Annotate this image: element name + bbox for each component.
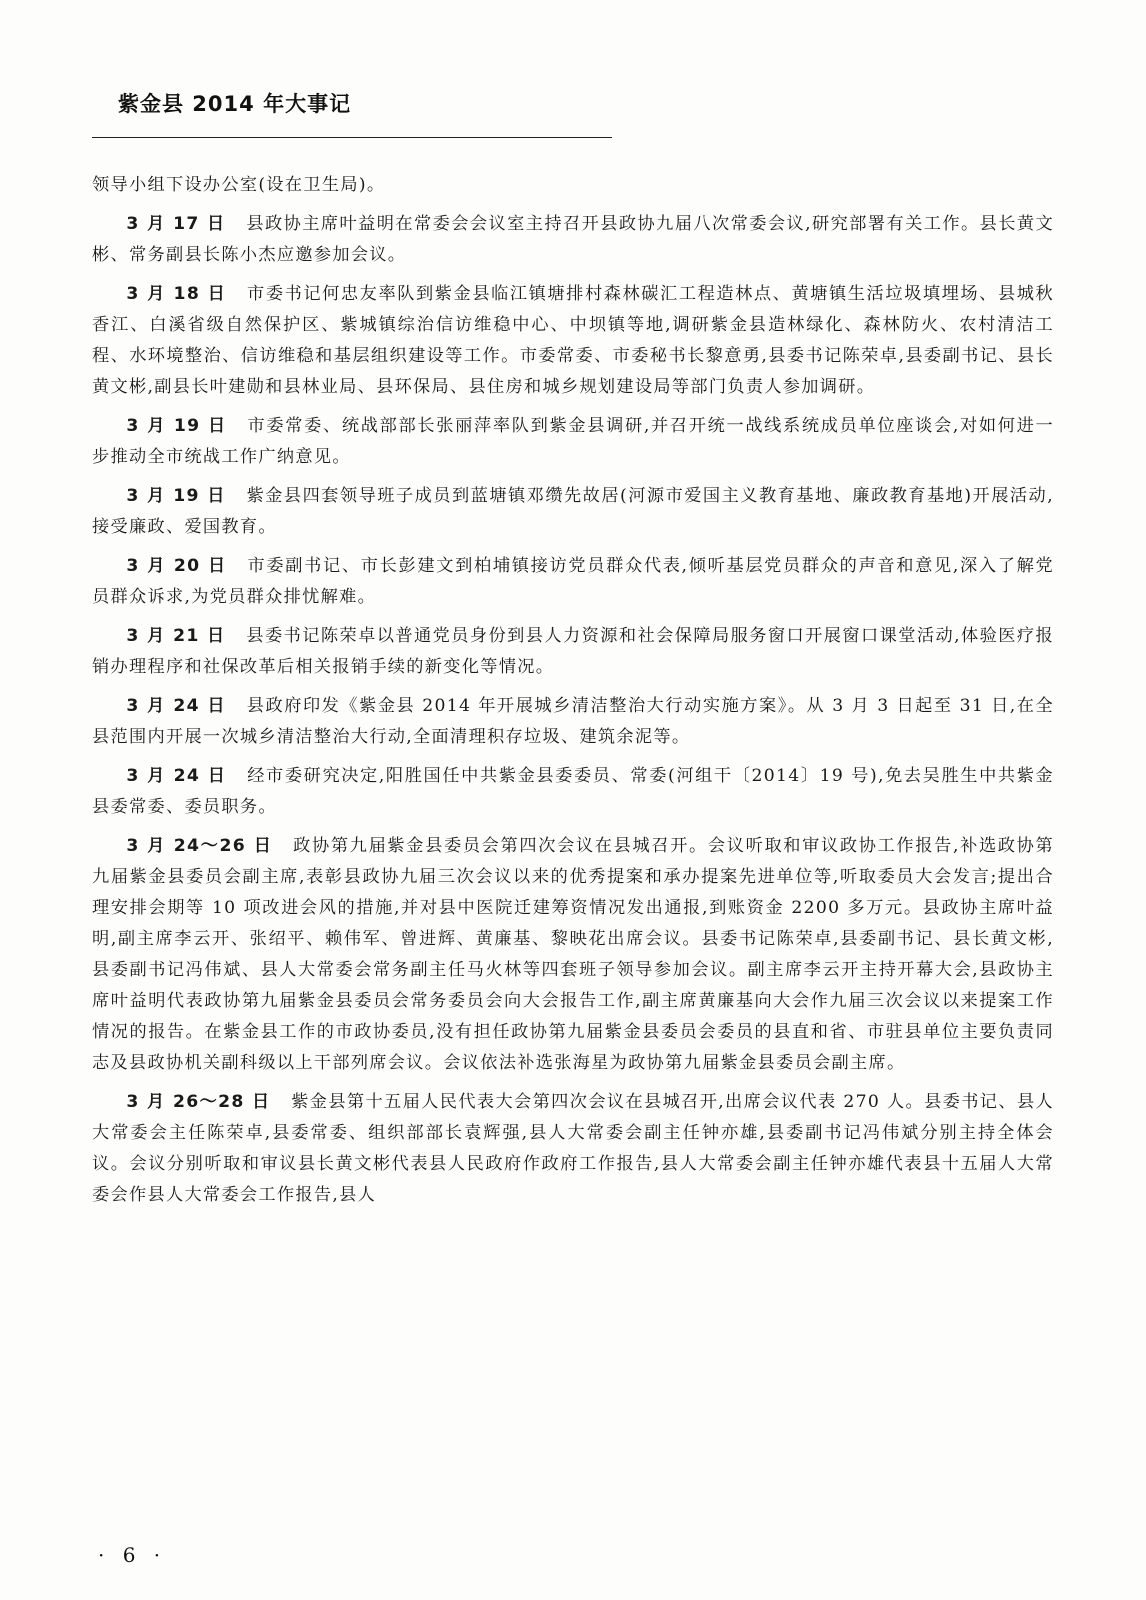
event-entry <box>92 621 1054 683</box>
event-text: 市委书记何忠友率队到紫金县临江镇塘排村森林碳汇工程造林点、黄塘镇生活垃圾填埋场、县城秋香江、白溪省级自然保护区、紫城镇综治信访维稳中心、中坝镇等地,调研紫金县造林绿化、森林防火、农村清洁工程、水环境整治、信访维稳和基层组织建设等工作。市委常委、市委秘书长黎意勇,县委书记陈荣卓,县委副书记、县长黄文彬,副县长叶建勋和县林业局、县环保局、县住房和城乡规划建设局等部门负责人参加调研。 <box>92 284 1054 397</box>
event-entry <box>92 209 1054 271</box>
event-entry <box>92 831 1054 1079</box>
event-entry <box>92 551 1054 613</box>
page-number: · 6 · <box>98 1543 167 1567</box>
event-entry <box>92 481 1054 543</box>
event-date: 3 月 26～28 日 <box>126 1092 271 1112</box>
event-date: 3 月 24 日 <box>126 766 227 786</box>
event-date: 3 月 19 日 <box>126 486 226 506</box>
event-text: 县委书记陈荣卓以普通党员身份到县人力资源和社会保障局服务窗口开展窗口课堂活动,体验医疗报销办理程序和社保改革后相关报销手续的新变化等情况。 <box>92 626 1054 677</box>
event-entry <box>92 691 1054 753</box>
continuation-paragraph: 领导小组下设办公室(设在卫生局)。 <box>92 175 386 195</box>
event-entry <box>92 761 1054 823</box>
event-date: 3 月 21 日 <box>126 626 226 646</box>
event-text: 县政府印发《紫金县 2014 年开展城乡清洁整治大行动实施方案》。从 3 月 3 日起至 31 日,在全县范围内开展一次城乡清洁整治大行动,全面清理积存垃圾、建筑余泥等。 <box>92 696 1054 747</box>
body-text <box>92 170 1054 1219</box>
event-entry <box>92 279 1054 403</box>
header-rule <box>92 137 612 138</box>
running-header-title: 紫金县 2014 年大事记 <box>118 92 352 116</box>
event-date: 3 月 17 日 <box>126 214 226 234</box>
event-entry <box>92 1087 1054 1211</box>
event-text: 市委常委、统战部部长张丽萍率队到紫金县调研,并召开统一战线系统成员单位座谈会,对如何进一步推动全市统战工作广纳意见。 <box>92 416 1054 467</box>
event-date: 3 月 24 日 <box>126 696 227 716</box>
event-text: 政协第九届紫金县委员会第四次会议在县城召开。会议听取和审议政协工作报告,补选政协第九届紫金县委员会副主席,表彰县政协九届三次会议以来的优秀提案和承办提案先进单位等,听取委员大会发言;提出合理安排会期等 10 项改进会风的措施,并对县中医院迁建筹资情况发出通报,到账资金 2200 多万元。县政协主席叶益明,副主席李云开、张绍平、赖伟军、曾进辉、黄廉基、黎映花出席会议。县委书记陈荣卓,县委副书记、县长黄文彬,县委副书记冯伟斌、县人大常委会常务副主任马火林等四套班子领导参加会议。副主席李云开主持开幕大会,县政协主席叶益明代表政协第九届紫金县委员会常务委员会向大会报告工作,副主席黄廉基向大会作九届三次会议以来提案工作情况的报告。在紫金县工作的市政协委员,没有担任政协第九届紫金县委员会委员的县直和省、市驻县单位主要负责同志及县政协机关副科级以上干部列席会议。会议依法补选张海星为政协第九届紫金县委员会副主席。 <box>92 836 1054 1073</box>
event-entry <box>92 411 1054 473</box>
event-text: 县政协主席叶益明在常委会会议室主持召开县政协九届八次常委会议,研究部署有关工作。县长黄文彬、常务副县长陈小杰应邀参加会议。 <box>92 214 1054 265</box>
event-date: 3 月 20 日 <box>126 556 227 576</box>
event-date: 3 月 19 日 <box>126 416 227 436</box>
event-text: 市委副书记、市长彭建文到柏埔镇接访党员群众代表,倾听基层党员群众的声音和意见,深入了解党员群众诉求,为党员群众排忧解难。 <box>92 556 1054 607</box>
event-date: 3 月 24～26 日 <box>126 836 273 856</box>
event-text: 经市委研究决定,阳胜国任中共紫金县委委员、常委(河组干〔2014〕19 号),免去吴胜生中共紫金县委常委、委员职务。 <box>92 766 1054 817</box>
event-text: 紫金县第十五届人民代表大会第四次会议在县城召开,出席会议代表 270 人。县委书记、县人大常委会主任陈荣卓,县委常委、组织部部长袁辉强,县人大常委会副主任钟亦雄,县委副书记冯伟斌分别主持全体会议。会议分别听取和审议县长黄文彬代表县人民政府作政府工作报告,县人大常委会副主任钟亦雄代表县十五届人大常委会作县人大常委会工作报告,县人 <box>92 1092 1054 1205</box>
event-text: 紫金县四套领导班子成员到蓝塘镇邓缵先故居(河源市爱国主义教育基地、廉政教育基地)开展活动,接受廉政、爱国教育。 <box>92 486 1054 537</box>
event-date: 3 月 18 日 <box>126 284 227 304</box>
